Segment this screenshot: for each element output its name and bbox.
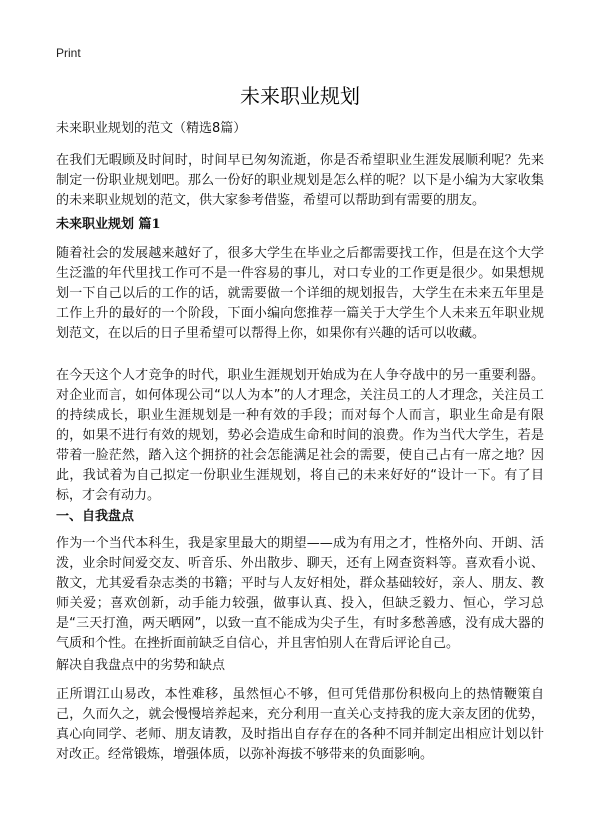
print-link[interactable]: Print [56,46,81,60]
intro-paragraph: 在我们无暇顾及时间时，时间早已匆匆流逝，你是否希望职业生涯发展顺利呢？先来制定一份职业规划吧。那么一份好的职业规划是怎么样的呢？以下是小编为大家收集的未来职业规划的范文，供大家参考借鉴，希望可以帮助到有需要的朋友。 [56,153,544,208]
paragraph-3: 作为一个当代本科生，我是家里最大的期望——成为有用之才，性格外向、开朗、活泼，业余时间爱交友、听音乐、外出散步、聊天，还有上网查资料等。喜欢看小说、散文，尤其爱看杂志类的书籍；平时与人友好相处，群众基础较好，亲人、朋友、教师关爱；喜欢创新，动手能力较强，做事认真、投入，但缺乏毅力、恒心，学习总是“三天打渔，两天晒网”，以致一直不能成为尖子生，有时多愁善感，没有成大器的气质和个性。在挫折面前缺乏自信心，并且害怕别人在背后评论自己。 [56,536,544,651]
paragraph-4: 正所谓江山易改，本性难移，虽然恒心不够，但可凭借那份积极向上的热情鞭策自己，久而久之，就会慢慢培养起来，充分利用一直关心支持我的庞大亲友团的优势，真心向同学、老师、朋友请教，及时指出自存存在的各种不同并制定出相应计划以针对改正。经常锻炼，增强体质，以弥补海拔不够带来的负面影响。 [56,687,544,762]
section-heading-2: 一、自我盘点 [56,509,135,524]
section-heading-1: 未来职业规划 篇1 [56,217,161,232]
paragraph-1: 随着社会的发展越来越好了，很多大学生在毕业之后都需要找工作，但是在这个大学生泛滥的年代里找工作可不是一件容易的事儿，对口专业的工作更是很少。如果想规划一下自己以后的工作的话，就需要做一个详细的规划报告，大学生在未来五年里是工作上升的最好的一个阶段，下面小编向您推荐一篇关于大学生个人未来五年职业规划范文，在以后的日子里希望可以帮得上你，如果你有兴趣的话可以收藏。 [56,246,544,341]
paragraph-2: 在今天这个人才竞争的时代，职业生涯规划开始成为在人争夺战中的另一重要利器。对企业而言，如何体现公司“以人为本”的人才理念，关注员工的人才理念，关注员工的持续成长，职业生涯规划是一种有效的手段；而对每个人而言，职业生命是有限的，如果不进行有效的规划，势必会造成生命和时间的浪费。作为当代大学生，若是带着一脸茫然，踏入这个拥挤的社会怎能满足社会的需要，使自己占有一席之地？因此，我试着为自己拟定一份职业生涯规划，将自己的未来好好的“设计一下。有了目标，才会有动力。 [56,368,544,503]
page-title: 未来职业规划 [240,84,360,108]
sub-heading: 解决自我盘点中的劣势和缺点 [56,658,226,673]
document-subtitle: 未来职业规划的范文（精选8篇） [56,121,247,136]
